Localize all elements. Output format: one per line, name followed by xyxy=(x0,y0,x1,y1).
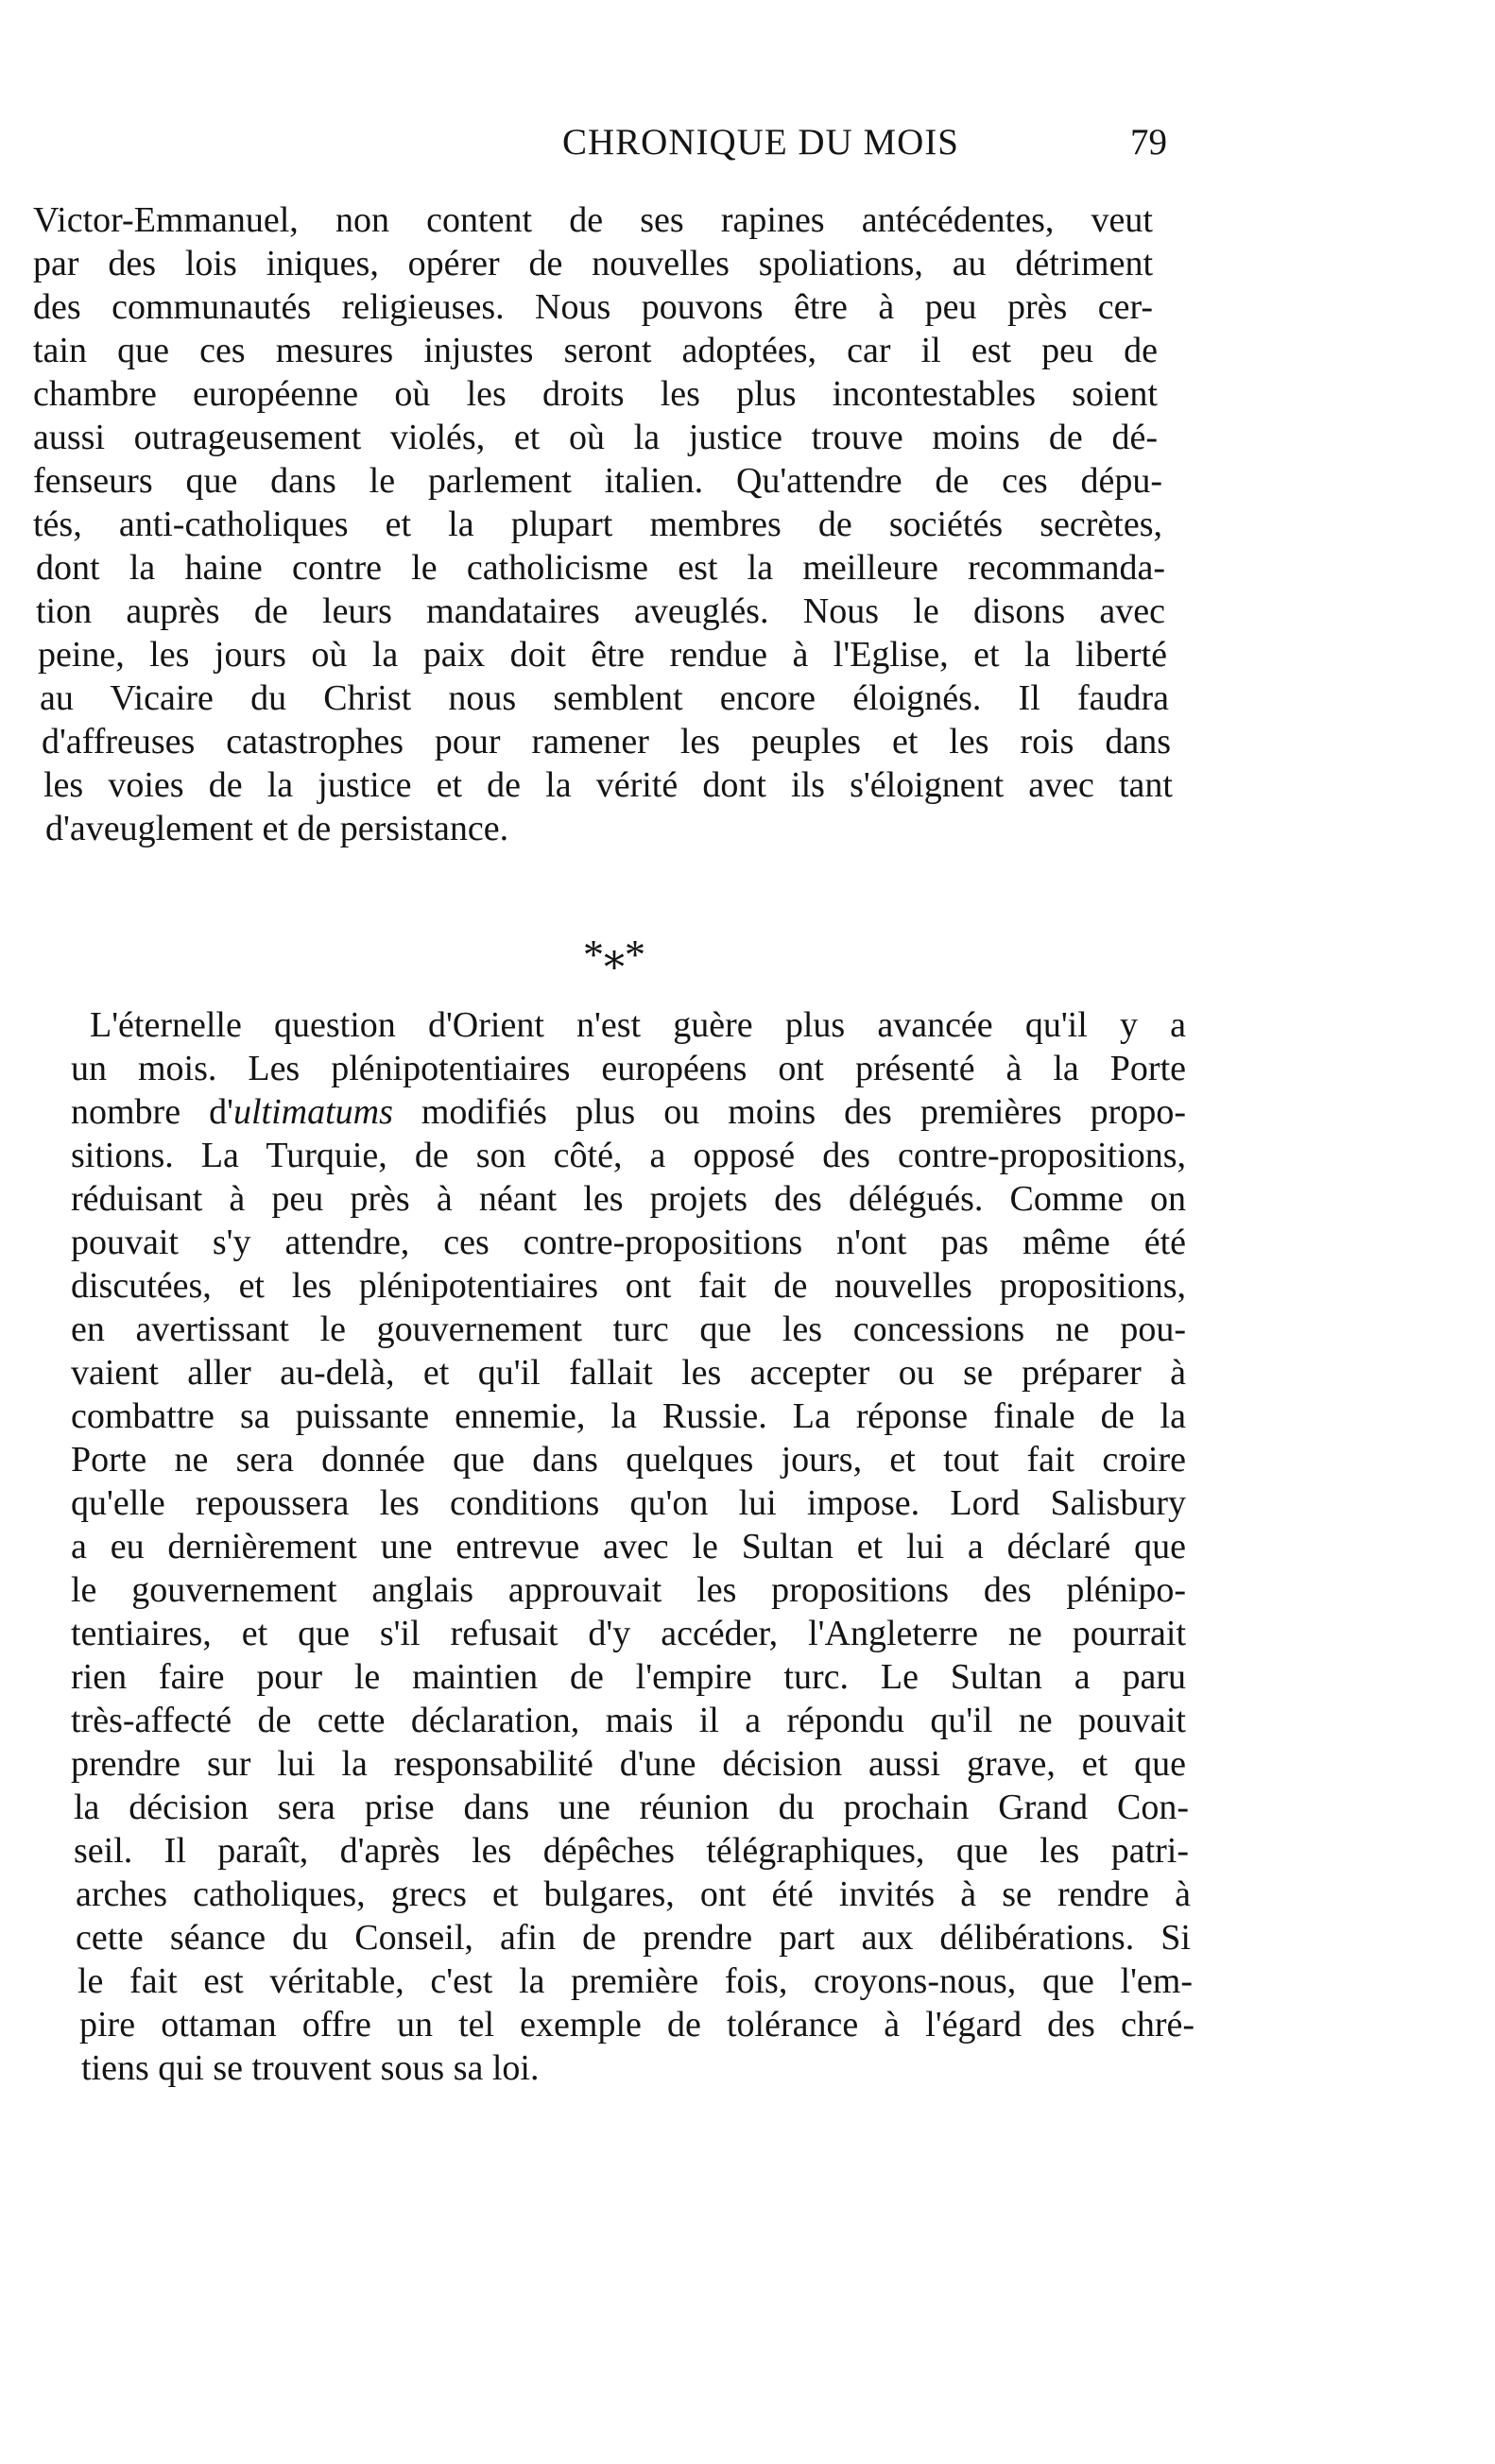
text-line: seil. Il paraît, d'après les dépêches télégraphiques, que les patri- xyxy=(74,1831,1189,1871)
text-line: tain que ces mesures injustes seront adoptées, car il est peu de xyxy=(33,331,1158,370)
italic-term: ultimatums xyxy=(232,1092,393,1132)
text-line: arches catholiques, grecs et bulgares, ont été invités à se rendre à xyxy=(76,1874,1191,1914)
text-line: le fait est véritable, c'est la première fois, croyons-nous, que l'em- xyxy=(77,1961,1193,2001)
text-line: aussi outrageusement violés, et où la justice trouve moins de dé- xyxy=(33,418,1158,457)
text-line: réduisant à peu près à néant les projets des délégués. Comme on xyxy=(71,1179,1186,1219)
text-line: fenseurs que dans le parlement italien. Qu'attendre de ces dépu- xyxy=(33,461,1162,501)
text-line: a eu dernièrement une entrevue avec le Sultan et lui a déclaré que xyxy=(71,1527,1186,1566)
text-line: qu'elle repoussera les conditions qu'on lui impose. Lord Salisbury xyxy=(71,1483,1186,1523)
text-line: chambre européenne où les droits les plus incontestables soient xyxy=(33,374,1158,414)
text-line: peine, les jours où la paix doit être rendue à l'Eglise, et la liberté xyxy=(38,635,1167,675)
text-line: L'éternelle question d'Orient n'est guère plus avancée qu'il y a xyxy=(90,1005,1186,1045)
text-line: un mois. Les plénipotentiaires européens ont présenté à la Porte xyxy=(71,1049,1186,1088)
text-line: la décision sera prise dans une réunion du prochain Grand Con- xyxy=(74,1788,1189,1827)
text-line: discutées, et les plénipotentiaires ont fait de nouvelles propositions, xyxy=(71,1266,1186,1306)
text-line: prendre sur lui la responsabilité d'une décision aussi grave, et que xyxy=(71,1744,1186,1784)
text-line: nombre d'ultimatums modifiés plus ou moins des premières propo- xyxy=(71,1092,1186,1132)
text-line: d'affreuses catastrophes pour ramener les peuples et les rois dans xyxy=(42,722,1171,761)
text-line: Porte ne sera donnée que dans quelques jours, et tout fait croire xyxy=(71,1440,1186,1480)
text-line: cette séance du Conseil, afin de prendre part aux délibérations. Si xyxy=(76,1918,1191,1958)
text-line: tion auprès de leurs mandataires aveuglés. Nous le disons avec xyxy=(36,591,1165,631)
text-line: en avertissant le gouvernement turc que les concessions ne pou- xyxy=(71,1309,1186,1349)
asterism-separator: *⁎* xyxy=(583,932,645,978)
text-line: rien faire pour le maintien de l'empire turc. Le Sultan a paru xyxy=(71,1657,1186,1697)
text-line: tiens qui se trouvent sous sa loi. xyxy=(81,2048,540,2088)
text-line: dont la haine contre le catholicisme est la meilleure recommanda- xyxy=(36,548,1165,588)
running-title: CHRONIQUE DU MOIS xyxy=(561,122,959,163)
text-line: des communautés religieuses. Nous pouvons être à peu près cer- xyxy=(33,287,1153,327)
text-line: sitions. La Turquie, de son côté, a opposé des contre-propositions, xyxy=(71,1136,1186,1175)
text-line: pouvait s'y attendre, ces contre-propositions n'ont pas même été xyxy=(71,1223,1186,1262)
page-number: 79 xyxy=(1130,122,1167,163)
text-line: par des lois iniques, opérer de nouvelles spoliations, au détriment xyxy=(33,244,1153,283)
text-line: combattre sa puissante ennemie, la Russie. La réponse finale de la xyxy=(71,1396,1186,1436)
text-line: vaient aller au-delà, et qu'il fallait les accepter ou se préparer à xyxy=(71,1353,1186,1393)
text-line: les voies de la justice et de la vérité dont ils s'éloignent avec tant xyxy=(43,765,1173,805)
text-line: d'aveuglement et de persistance. xyxy=(45,809,509,848)
text-line: tés, anti-catholiques et la plupart membres de sociétés secrètes, xyxy=(33,505,1162,544)
text-line: tentiaires, et que s'il refusait d'y accéder, l'Angleterre ne pourrait xyxy=(71,1614,1186,1653)
text-line: très-affecté de cette déclaration, mais il a répondu qu'il ne pouvait xyxy=(71,1701,1186,1740)
text-line: Victor-Emmanuel, non content de ses rapines antécédentes, veut xyxy=(33,200,1153,240)
text-line: au Vicaire du Christ nous semblent encore éloignés. Il faudra xyxy=(40,678,1169,718)
text-line: le gouvernement anglais approuvait les propositions des plénipo- xyxy=(71,1570,1186,1610)
text-line: pire ottaman offre un tel exemple de tolérance à l'égard des chré- xyxy=(79,2005,1194,2045)
